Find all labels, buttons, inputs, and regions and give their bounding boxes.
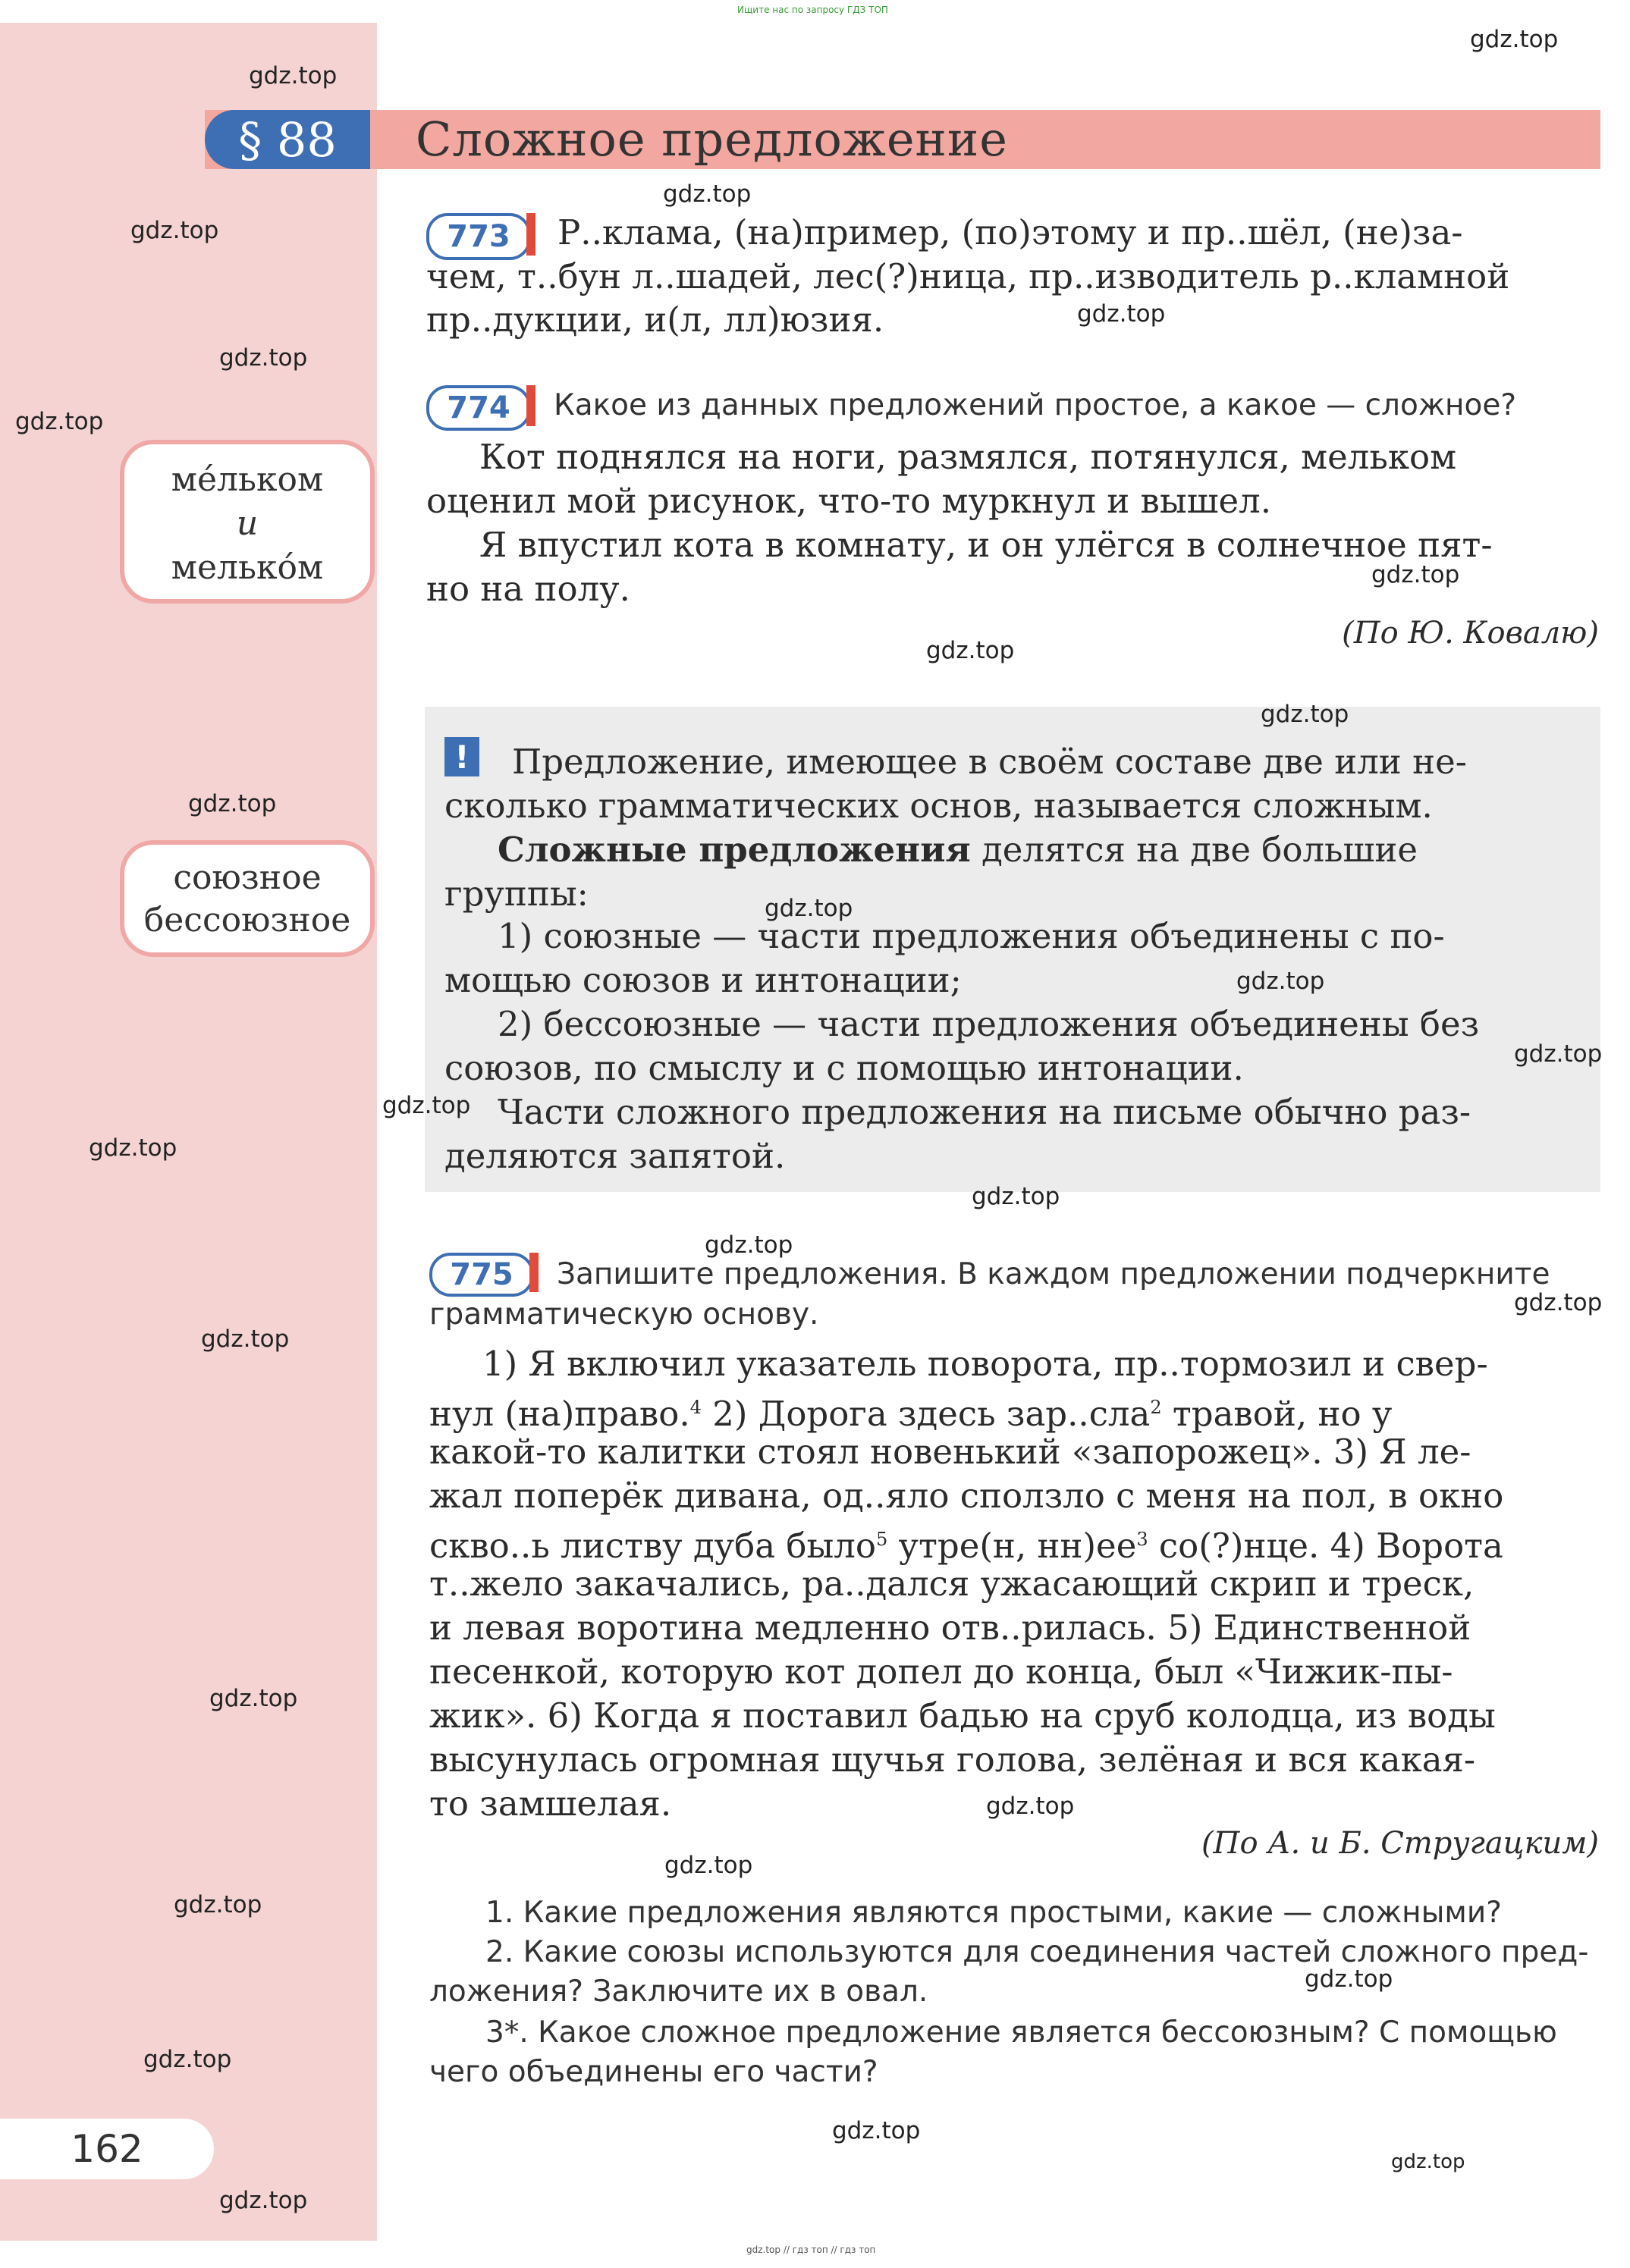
watermark: gdz.top [249, 62, 338, 89]
text-run: утре(н, нн)ее [887, 1526, 1137, 1566]
rule-line-5: 1) союзные — части предложения объединены с по- [498, 916, 1445, 956]
ex775-line-1: 1) Я включил указатель поворота, пр..тормозил и свер- [482, 1344, 1488, 1384]
watermark: gdz.top [201, 1325, 290, 1353]
question-2-line-2: ложения? Заключите их в овал. [429, 1975, 928, 2009]
ex775-source: (По А. и Б. Стругацким) [1201, 1826, 1599, 1861]
watermark: gdz.top [705, 1231, 793, 1259]
note-type-1: союзное [173, 858, 322, 897]
exercise-775-badge: 775 [429, 1253, 534, 1297]
section-number: § 88 [205, 110, 370, 169]
exclamation-icon: ! [444, 737, 479, 776]
footnote-ref: 4 [689, 1397, 702, 1418]
note-type-2: бессоюзное [143, 901, 351, 940]
ex774-line-2: оценил мой рисунок, что-то муркнул и вышел. [426, 481, 1272, 521]
watermark: gdz.top [188, 790, 277, 817]
watermark: gdz.top [1371, 561, 1460, 588]
rule-bold-term: Сложные предложения [498, 830, 971, 870]
ex773-line-1: Р..клама, (на)пример, (по)этому и пр..шёл, (не)за- [557, 212, 1463, 253]
text-run: 2) Дорога здесь зар..сла [701, 1394, 1151, 1434]
watermark: gdz.top [765, 895, 853, 922]
footnote-ref: 5 [875, 1529, 888, 1550]
watermark: gdz.top [1514, 1289, 1603, 1316]
rule-line-3 [498, 828, 1418, 871]
text-run: нул (на)право. [429, 1394, 690, 1434]
rule-line-6: мощью союзов и интонации; [444, 960, 962, 1000]
watermark: gdz.top [664, 1852, 753, 1879]
text-run: скво..ь листву дуба было [429, 1526, 876, 1566]
note-word-1: ме́льком [171, 460, 324, 499]
bottom-banner: gdz.top // гдз топ // гдз топ [746, 2244, 876, 2255]
sidebar-note-stress [120, 440, 375, 604]
rule-line-10: деляются запятой. [444, 1136, 786, 1176]
text-run: травой, но у [1161, 1394, 1393, 1434]
rule-line-8: союзов, по смыслу и с помощью интонации. [444, 1048, 1244, 1088]
watermark: gdz.top [832, 2117, 921, 2144]
question-1: 1. Какие предложения являются простыми, какие — сложными? [485, 1896, 1502, 1930]
ex775-task-2: грамматическую основу. [429, 1297, 819, 1332]
ex773-line-2: чем, т..бун л..шадей, лес(?)ница, пр..изводитель р..кламной [426, 256, 1510, 296]
page-number: 162 [0, 2119, 214, 2179]
top-banner: Ищите нас по запросу ГДЗ ТОП [737, 5, 888, 15]
note-conjunction: и [236, 504, 259, 543]
watermark: gdz.top [926, 637, 1015, 664]
watermark: gdz.top [972, 1183, 1060, 1210]
watermark: gdz.top [382, 1092, 471, 1119]
badge-accent [529, 1253, 539, 1292]
ex775-line-2 [429, 1386, 1392, 1435]
watermark: gdz.top [143, 2046, 232, 2073]
question-3-line-2: чего объединены его части? [429, 2055, 878, 2089]
badge-accent [526, 385, 535, 426]
note-word-2: мелько́м [171, 548, 324, 587]
footnote-ref: 2 [1150, 1397, 1162, 1418]
ex775-line-7: и левая воротина медленно отв..рилась. 5) Единственной [429, 1608, 1471, 1648]
rule-line-1: Предложение, имеющее в своём составе две или не- [512, 742, 1467, 782]
watermark: gdz.top [89, 1134, 177, 1162]
rule-line-4: группы: [444, 874, 589, 914]
ex775-line-11: то замшелая. [429, 1783, 672, 1824]
ex775-line-5 [429, 1518, 1503, 1567]
badge-accent [526, 213, 535, 256]
ex775-line-3: какой-то калитки стоял новенький «запорожец». 3) Я ле- [429, 1432, 1471, 1472]
ex774-line-3: Я впустил кота в комнату, и он улёгся в солнечное пят- [479, 525, 1493, 565]
exercise-774-badge: 774 [426, 385, 531, 431]
ex775-line-10: высунулась огромная щучья голова, зелёная и вся какая- [429, 1739, 1476, 1780]
watermark: gdz.top [663, 180, 752, 208]
ex774-line-4: но на полу. [426, 569, 630, 609]
rule-line-3-rest: делятся на две большие [981, 830, 1418, 870]
watermark: gdz.top [1236, 968, 1325, 995]
exercise-773-badge: 773 [426, 213, 531, 260]
watermark: gdz.top [15, 408, 104, 435]
watermark: gdz.top [1391, 2150, 1465, 2173]
watermark: gdz.top [1077, 300, 1166, 328]
ex773-line-3: пр..дукции, и(л, лл)юзия. [426, 300, 884, 340]
sidebar-note-types [120, 840, 375, 957]
watermark: gdz.top [986, 1793, 1075, 1820]
watermark: gdz.top [219, 2187, 308, 2214]
watermark: gdz.top [1514, 1040, 1603, 1068]
ex775-line-6: т..жело закачались, ра..дался ужасающий скрип и треск, [429, 1564, 1475, 1604]
ex774-task: Какое из данных предложений простое, а какое — сложное? [554, 388, 1517, 422]
rule-line-2: сколько грамматических основ, называется сложным. [444, 786, 1433, 826]
rule-line-7: 2) бессоюзные — части предложения объединены без [498, 1004, 1480, 1044]
ex774-line-1: Кот поднялся на ноги, размялся, потянулся, мельком [479, 437, 1457, 477]
section-title: Сложное предложение [416, 111, 1008, 167]
watermark: gdz.top [1261, 701, 1349, 728]
rule-line-9: Части сложного предложения на письме обычно раз- [498, 1092, 1471, 1132]
watermark: gdz.top [1470, 26, 1559, 53]
watermark: gdz.top [174, 1891, 262, 1918]
ex775-task-1: Запишите предложения. В каждом предложении подчеркните [557, 1257, 1550, 1291]
question-2-line-1: 2. Какие союзы используются для соединения частей сложного пред- [485, 1935, 1589, 1969]
watermark: gdz.top [1305, 1965, 1393, 1993]
ex775-line-9: жик». 6) Когда я поставил бадью на сруб колодца, из воды [429, 1696, 1496, 1736]
question-3-line-1: 3*. Какое сложное предложение является бессоюзным? С помощью [485, 2015, 1557, 2050]
watermark: gdz.top [209, 1685, 298, 1712]
watermark: gdz.top [130, 217, 219, 244]
ex775-line-8: песенкой, которую кот допел до конца, был «Чижик-пы- [429, 1652, 1453, 1692]
ex775-line-4: жал поперёк дивана, од..яло сползло с меня на пол, в окно [429, 1476, 1504, 1516]
ex774-source: (По Ю. Ковалю) [1342, 616, 1599, 651]
text-run: со(?)нце. 4) Ворота [1148, 1526, 1503, 1566]
footnote-ref: 3 [1136, 1529, 1148, 1550]
watermark: gdz.top [219, 344, 308, 372]
